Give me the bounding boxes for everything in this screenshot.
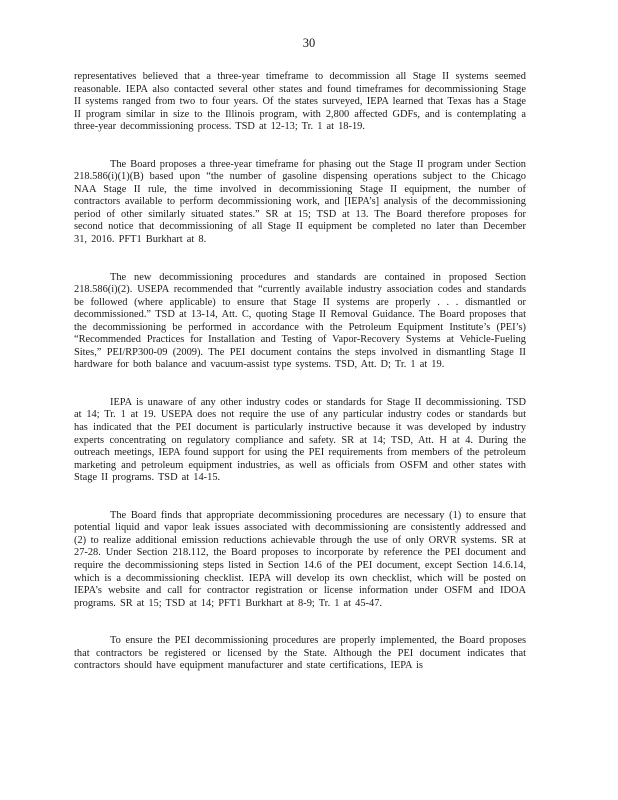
- paragraph-timeframe-proposal: The Board proposes a three-year timeframe for phasing out the Stage II program under Section 218.586(i)(1)(B) based upon “the number of gasoline dispensing operations subject to the Chicago NAA Stage II rule, the time involved in decommissioning Stage II equipment, the number of contractors available to perform decommissioning work, and [IEPA’s] analysis of the decommissioning period of other similarly situated states.” SR at 15; TSD at 13. The Board therefore proposes for second notice that decommissioning of all Stage II equipment be completed no later than December 31, 2016. PFT1 Burkhart at 8.: [74, 158, 526, 246]
- paragraph-board-findings: The Board finds that appropriate decommissioning procedures are necessary (1) to ensure that potential liquid and vapor leak issues associated with decommissioning are consistently addressed and (2) to realize additional emission reductions achievable through the use of only ORVR systems. SR at 27-28. Under Section 218.112, the Board proposes to incorporate by reference the PEI document and require the decommissioning steps listed in Section 14.6 of the PEI document, except Section 14.6.14, which is a decommissioning checklist. IEPA will develop its own checklist, which will be posted on IEPA’s website and call for contractor registration or license information under OSFM and IDOA programs. SR at 15; TSD at 14; PFT1 Burkhart at 8-9; Tr. 1 at 45-47.: [74, 509, 526, 609]
- page-number: 30: [302, 36, 316, 50]
- paragraph-decommissioning-procedures: The new decommissioning procedures and standards are contained in proposed Section 218.586(i)(2). USEPA recommended that “currently available industry association codes and standards be followed (where applicable) to ensure that Stage II systems are properly . . . dismantled or decommissioned.” TSD at 13-14, Att. C, quoting Stage II Removal Guidance. The Board proposes that the decommissioning be performed in accordance with the Petroleum Equipment Institute’s (PEI’s) “Recommended Practices for Installation and Testing of Vapor-Recovery Systems at Vehicle-Fueling Sites,” PEI/RP300-09 (2009). The PEI document contains the steps involved in dismantling Stage II hardware for both balance and vacuum-assist type systems. TSD, Att. D; Tr. 1 at 19.: [74, 271, 526, 371]
- body-text: [74, 71, 526, 698]
- paragraph-industry-codes: IEPA is unaware of any other industry codes or standards for Stage II decommissioning. TSD at 14; Tr. 1 at 19. USEPA does not require the use of any particular industry codes or standards but has indicated that the PEI document is particularly instructive because it was developed by industry experts concentrating on regulatory compliance and safety. SR at 14; TSD, Att. H at 4. During the outreach meetings, IEPA found support for using the PEI requirements from members of the petroleum marketing and petroleum equipment industries, as well as officials from OSFM and other states with Stage II programs. TSD at 14-15.: [74, 396, 526, 484]
- paragraph-contractor-registration: To ensure the PEI decommissioning procedures are properly implemented, the Board proposes that contractors be registered or licensed by the State. Although the PEI document indicates that contractors should have equipment manufacturer and state certifications, IEPA is: [74, 635, 526, 672]
- paragraph-continued: representatives believed that a three-year timeframe to decommission all Stage II systems seemed reasonable. IEPA also contacted several other states and found timeframes for decommissioning Stage II systems ranged from two to four years. Of the states surveyed, IEPA learned that Texas has a Stage II program similar in size to the Illinois program, with 2,800 affected GDFs, and is contemplating a three-year decommissioning process. TSD at 12-13; Tr. 1 at 18-19.: [74, 71, 526, 133]
